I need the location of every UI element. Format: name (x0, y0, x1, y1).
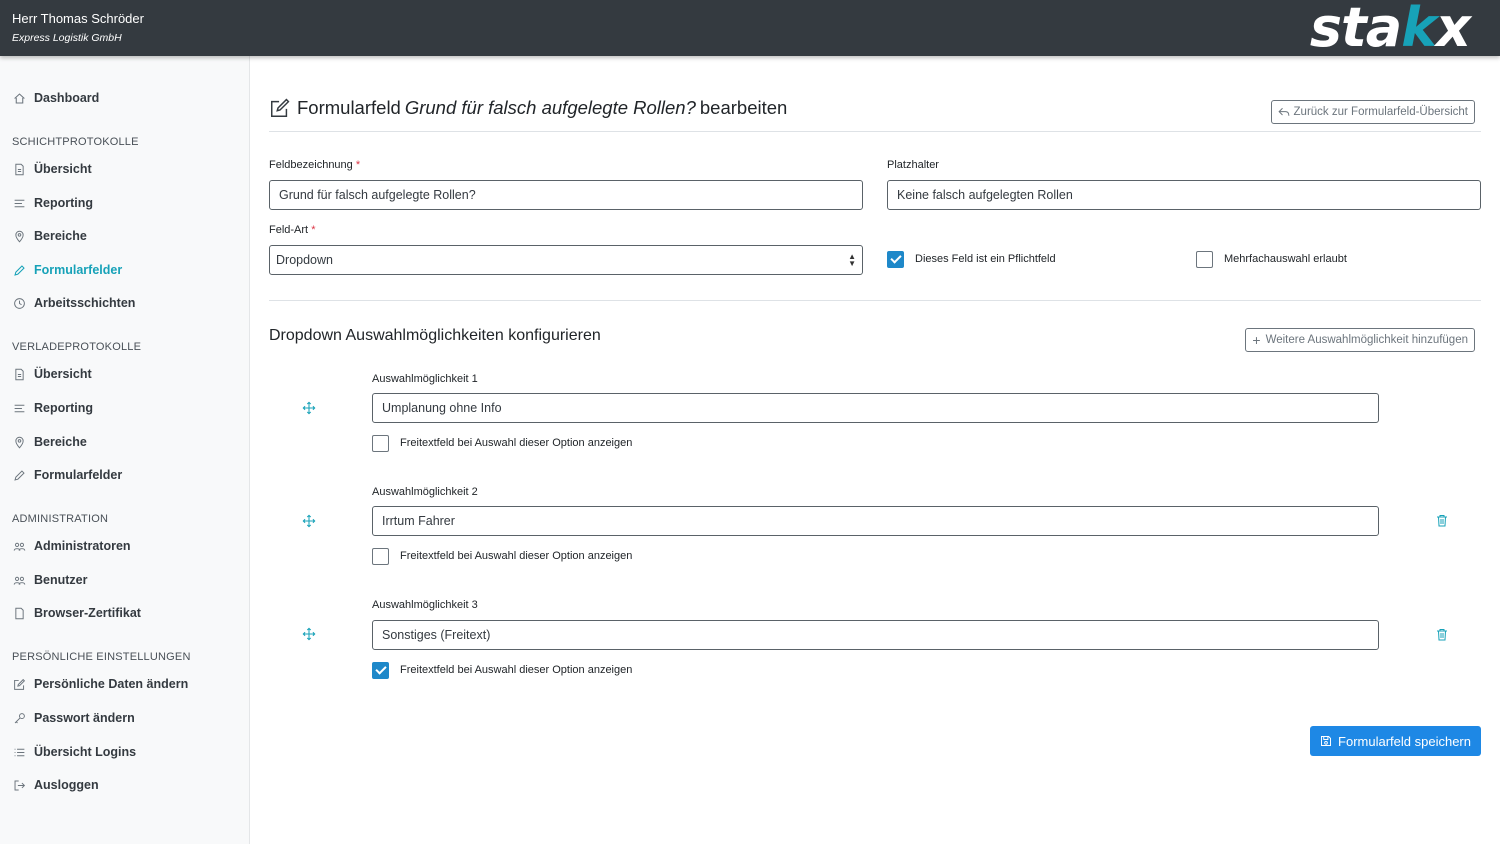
feldbezeichnung-input[interactable]: Grund für falsch aufgelegte Rollen? (269, 180, 863, 210)
logout-icon (12, 778, 26, 792)
trash-icon[interactable] (1436, 628, 1448, 641)
drag-handle-icon[interactable] (302, 627, 316, 641)
reply-icon (1278, 106, 1290, 118)
trash-icon[interactable] (1436, 514, 1448, 527)
save-icon (1320, 735, 1332, 747)
sidebar-item-verlade-bereiche[interactable]: Bereiche (12, 432, 87, 452)
freetext-checkbox[interactable] (372, 435, 389, 452)
freetext-label: Freitextfeld bei Auswahl dieser Option anzeigen (400, 437, 633, 449)
user-company: Express Logistik GmbH (12, 32, 122, 44)
back-to-overview-button[interactable]: Zurück zur Formularfeld-Übersicht (1271, 100, 1475, 124)
divider (269, 131, 1481, 132)
select-arrows-icon: ▲ ▼ (848, 252, 856, 268)
option-input[interactable]: Irrtum Fahrer (372, 506, 1379, 536)
section-persoenliche-einstellungen: PERSÖNLICHE EINSTELLUNGEN (12, 651, 191, 663)
map-pin-icon (12, 229, 26, 243)
feld-art-select[interactable]: Dropdown ▲ ▼ (269, 245, 863, 275)
freetext-checkbox[interactable] (372, 548, 389, 565)
list-icon (12, 196, 26, 210)
edit-icon (12, 677, 26, 691)
mehrfachauswahl-label: Mehrfachauswahl erlaubt (1224, 253, 1347, 265)
freetext-label: Freitextfeld bei Auswahl dieser Option anzeigen (400, 664, 633, 676)
platzhalter-label: Platzhalter (887, 159, 939, 171)
top-header (0, 0, 1500, 59)
dropdown-section-title: Dropdown Auswahlmöglichkeiten konfigurieren (269, 327, 601, 344)
drag-handle-icon[interactable] (302, 514, 316, 528)
file-icon (12, 367, 26, 381)
sidebar-item-schicht-reporting[interactable]: Reporting (12, 193, 93, 213)
divider (269, 300, 1481, 301)
pencil-icon (12, 468, 26, 482)
sidebar-item-passwort[interactable]: Passwort ändern (12, 708, 135, 728)
pencil-icon (12, 263, 26, 277)
clock-icon (12, 296, 26, 310)
mehrfachauswahl-checkbox[interactable] (1196, 251, 1213, 268)
option-label: Auswahlmöglichkeit 1 (372, 373, 478, 385)
map-pin-icon (12, 435, 26, 449)
freetext-checkbox[interactable] (372, 662, 389, 679)
sidebar-item-schicht-uebersicht[interactable]: Übersicht (12, 159, 92, 179)
sidebar-item-dashboard[interactable]: Dashboard (12, 88, 99, 108)
sidebar-item-benutzer[interactable]: Benutzer (12, 570, 87, 590)
section-verladeprotokolle: VERLADEPROTOKOLLE (12, 341, 142, 353)
list-bullets-icon (12, 745, 26, 759)
sidebar-item-schicht-arbeitsschichten[interactable]: Arbeitsschichten (12, 293, 135, 313)
sidebar-item-administratoren[interactable]: Administratoren (12, 536, 131, 556)
sidebar-item-schicht-formularfelder[interactable]: Formularfelder (12, 260, 122, 280)
sidebar-item-verlade-uebersicht[interactable]: Übersicht (12, 364, 92, 384)
list-icon (12, 401, 26, 415)
option-label: Auswahlmöglichkeit 3 (372, 599, 478, 611)
pflichtfeld-checkbox[interactable] (887, 251, 904, 268)
option-input[interactable]: Sonstiges (Freitext) (372, 620, 1379, 650)
option-label: Auswahlmöglichkeit 2 (372, 486, 478, 498)
home-icon (12, 91, 26, 105)
main-content (250, 56, 1500, 844)
sidebar-item-uebersicht-logins[interactable]: Übersicht Logins (12, 742, 136, 762)
certificate-file-icon (12, 606, 26, 620)
platzhalter-input[interactable]: Keine falsch aufgelegten Rollen (887, 180, 1481, 210)
sidebar-item-ausloggen[interactable]: Ausloggen (12, 775, 99, 795)
file-icon (12, 162, 26, 176)
add-option-button[interactable]: + Weitere Auswahlmöglichkeit hinzufügen (1245, 328, 1475, 352)
sidebar-item-verlade-formularfelder[interactable]: Formularfelder (12, 465, 122, 485)
option-input[interactable]: Umplanung ohne Info (372, 393, 1379, 423)
sidebar (0, 56, 250, 844)
sidebar-item-schicht-bereiche[interactable]: Bereiche (12, 226, 87, 246)
users-icon (12, 573, 26, 587)
drag-handle-icon[interactable] (302, 401, 316, 415)
stakx-logo[interactable]: stakx (1309, 0, 1470, 59)
user-name: Herr Thomas Schröder (12, 11, 144, 26)
users-icon (12, 539, 26, 553)
save-button[interactable]: Formularfeld speichern (1310, 726, 1481, 756)
sidebar-item-browser-zertifikat[interactable]: Browser-Zertifikat (12, 603, 141, 623)
edit-icon (269, 97, 291, 119)
key-icon (12, 711, 26, 725)
plus-icon: + (1252, 332, 1261, 348)
feld-art-label: Feld-Art * (269, 224, 316, 236)
page-title: Formularfeld Grund für falsch aufgelegte Rollen? bearbeiten (269, 97, 787, 119)
sidebar-item-verlade-reporting[interactable]: Reporting (12, 398, 93, 418)
sidebar-item-persoenliche-daten[interactable]: Persönliche Daten ändern (12, 674, 188, 694)
title-field-name: Grund für falsch aufgelegte Rollen? (404, 97, 696, 118)
freetext-label: Freitextfeld bei Auswahl dieser Option anzeigen (400, 550, 633, 562)
section-administration: ADMINISTRATION (12, 513, 109, 525)
feldbezeichnung-label: Feldbezeichnung * (269, 159, 361, 171)
pflichtfeld-label: Dieses Feld ist ein Pflichtfeld (915, 253, 1056, 265)
section-schichtprotokolle: SCHICHTPROTOKOLLE (12, 136, 139, 148)
